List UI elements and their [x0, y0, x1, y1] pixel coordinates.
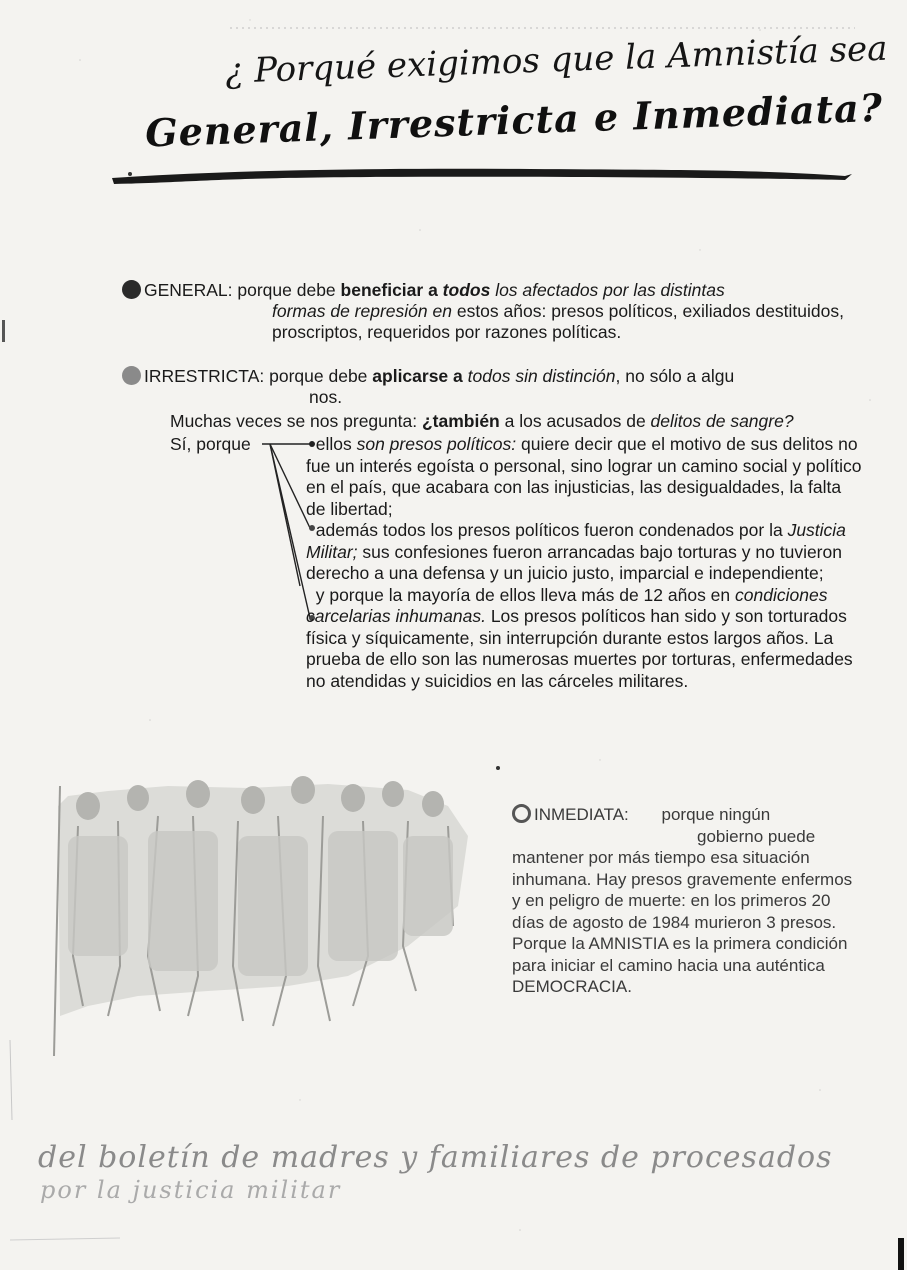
irrestricta-label: IRRESTRICTA: [144, 366, 265, 386]
irrestricta-question: Muchas veces se nos pregunta: ¿también a los acusados de delitos de sangre? [170, 411, 794, 431]
reason-1: ellos son presos políticos: quiere decir que el motivo de sus delitos no fue un interés egoísta o personal, sino lograr un camino social y político en el país, que acabara con las injusticias, las desigualdades, la falta de libertad; [306, 434, 862, 519]
general-text-4: los afectados por las distintas [495, 280, 725, 300]
bullet-icon [122, 280, 141, 299]
inmediata-section [512, 804, 856, 998]
irrestricta-text-2: aplicarse a [372, 366, 468, 386]
irrestricta-text-3: todos sin distinción [467, 366, 616, 386]
title-underline [110, 160, 855, 190]
scan-dot [128, 172, 132, 176]
irrestricta-text-1: porque debe [269, 366, 373, 386]
scan-left-mark [2, 320, 5, 342]
irrestricta-text-4: , no sólo a algu [615, 366, 735, 386]
protest-photograph [48, 776, 483, 1061]
bullet-icon [512, 804, 531, 823]
general-label: GENERAL: [144, 280, 233, 300]
scan-edge-mark [898, 1238, 904, 1270]
bullet-icon [122, 366, 141, 385]
handwritten-source-note: del boletín de madres y familiares de procesados [38, 1140, 833, 1175]
reason-2: además todos los presos políticos fueron condenados por la Justicia Militar; sus confesiones fueron arrancadas bajo torturas y no tuvieron derecho a una defensa y un juicio justo, imparcial e independiente; [306, 520, 846, 583]
title-line-1: ¿ Porqué exigimos que la Amnistía sea [224, 28, 889, 92]
general-text-7: destituidos, proscriptos, requeridos por razones políticas. [272, 301, 844, 342]
title-line-2: General, Irrestricta e Inmediata? [144, 84, 884, 156]
general-text-5: formas de represión en [272, 301, 452, 321]
inmediata-head [512, 804, 856, 826]
scan-dot [496, 766, 500, 770]
general-text-3: todos [442, 280, 491, 300]
irrestricta-answer-lead: Sí, porque [170, 434, 251, 454]
general-text-1: porque debe [237, 280, 341, 300]
general-section-first-line [122, 280, 862, 301]
inmediata-head-tail: porque ningún [661, 805, 771, 824]
inmediata-head-line-2: gobierno puede [697, 826, 816, 846]
irrestricta-reasons [306, 434, 864, 692]
inmediata-body: mantener por más tiempo esa situación inhumana. Hay presos gravemente enfermos y en peligro de muerte: en los primeros 20 días de agosto de 1984 murieron 3 presos. Porque la AMNISTIA es la primera condición para iniciar el camino hacia una auténtica DEMOCRACIA. [512, 848, 853, 996]
general-text-6: estos años: presos políticos, exiliados [451, 301, 751, 321]
inmediata-label: INMEDIATA: [534, 805, 629, 824]
irrestricta-text-continued: nos. [309, 387, 343, 407]
reason-3: y porque la mayoría de ellos lleva más de 12 años en condiciones carcelarias inhumanas. Los presos políticos han sido y son torturados física y síquicamente, sin interrupción durante estos largos años. La prueba de ello son las numerosas muertes por torturas, enfermedades no atendidas y suicidios en las cárceles militares. [306, 584, 853, 691]
general-section-rest [272, 301, 862, 343]
general-text-2: beneficiar a [340, 280, 443, 300]
irrestricta-section-first-line [122, 366, 862, 387]
handwritten-source-note-2: por la justicia militar [40, 1176, 342, 1204]
